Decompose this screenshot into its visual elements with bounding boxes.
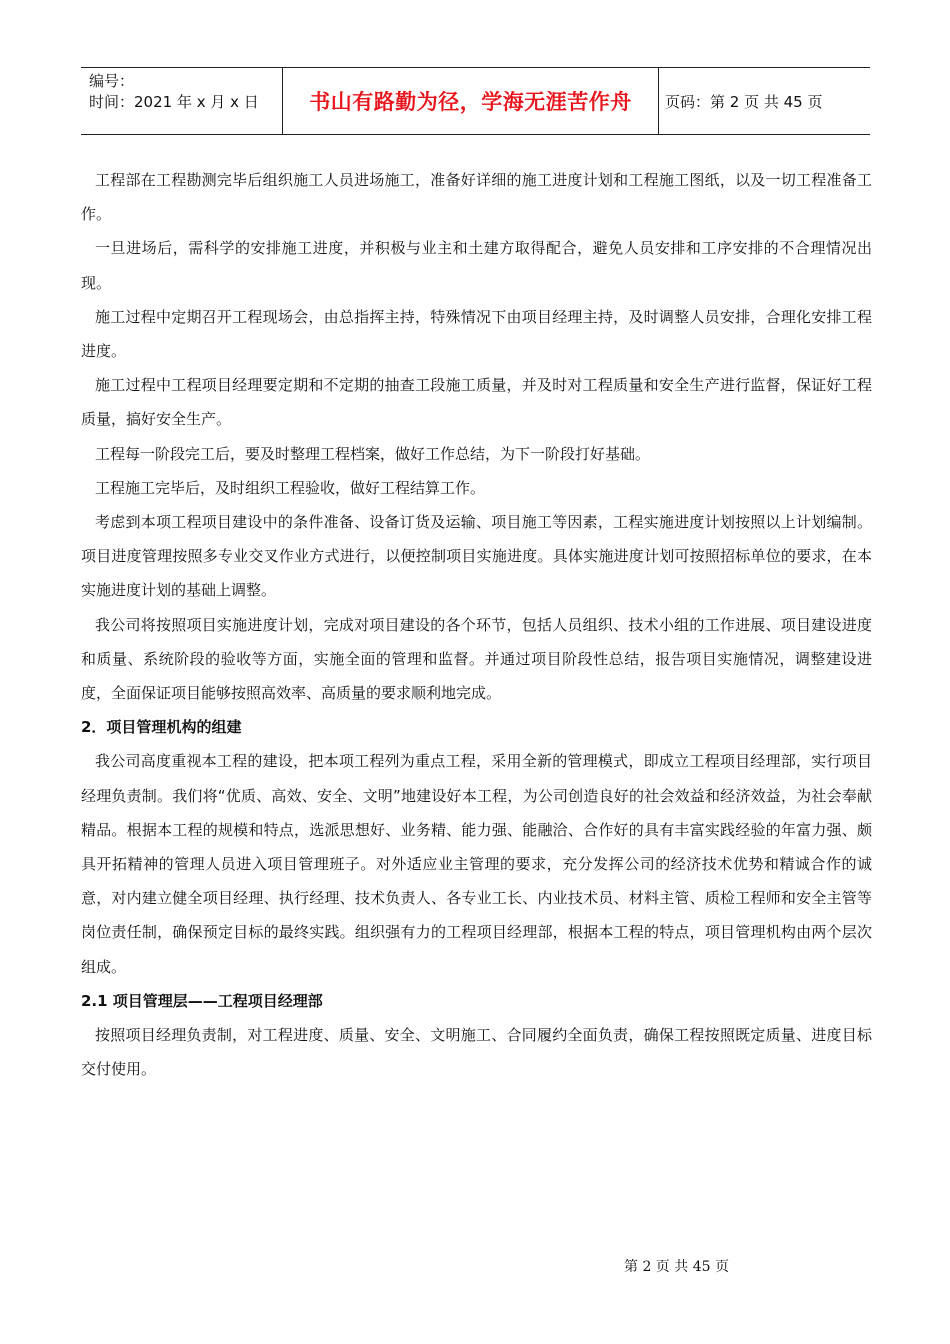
header-motto: 书山有路勤为径，学海无涯苦作舟 bbox=[283, 68, 659, 134]
page-footer: 第 2 页 共 45 页 bbox=[624, 1259, 729, 1275]
section-heading: 2．项目管理机构的组建 bbox=[81, 718, 242, 737]
paragraph: 工程每一阶段完工后，要及时整理工程档案，做好工作总结，为下一阶段打好基础。 bbox=[95, 444, 651, 463]
subsection-heading: 2.1 项目管理层——工程项目经理部 bbox=[81, 991, 323, 1010]
paragraph: 施工过程中工程项目经理要定期和不定期的抽查工段施工质量，并及时对工程质量和安全生产进行监督，保证好工程质量，搞好安全生产。 bbox=[81, 376, 872, 429]
document-header bbox=[81, 67, 870, 135]
paragraph: 工程施工完毕后，及时组织工程验收，做好工程结算工作。 bbox=[95, 478, 486, 497]
number-label: 编号： bbox=[89, 72, 135, 90]
header-meta bbox=[81, 68, 283, 134]
paragraph: 我公司将按照项目实施进度计划，完成对项目建设的各个环节，包括人员组织、技术小组的工作进展、项目建设进度和质量、系统阶段的验收等方面，实施全面的管理和监督。并通过项目阶段性总结，报告项目实施情况，调整建设进度，全面保证项目能够按照高效率、高质量的要求顺利地完成。 bbox=[81, 615, 872, 703]
paragraph: 我公司高度重视本工程的建设，把本项工程列为重点工程，采用全新的管理模式，即成立工程项目经理部，实行项目经理负责制。我们将“优质、高效、安全、文明”地建设好本工程，为公司创造良好的社会效益和经济效益，为社会奉献精品。根据本工程的规模和特点，选派思想好、业务精、能力强、能融洽、合作好的具有丰富实践经验的年富力强、颇具开拓精神的管理人员进入项目管理班子。对外适应业主管理的要求，充分发挥公司的经济技术优势和精诚合作的诚意，对内建立健全项目经理、执行经理、技术负责人、各专业工长、内业技术员、材料主管、质检工程师和安全主管等岗位责任制，确保预定目标的最终实践。组织强有力的工程项目经理部，根据本工程的特点，项目管理机构由两个层次组成。 bbox=[81, 752, 872, 976]
paragraph: 按照项目经理负责制，对工程进度、质量、安全、文明施工、合同履约全面负责，确保工程按照既定质量、进度目标交付使用。 bbox=[81, 1026, 872, 1079]
paragraph: 考虑到本项工程项目建设中的条件准备、设备订货及运输、项目施工等因素，工程实施进度计划按照以上计划编制。项目进度管理按照多专业交叉作业方式进行，以便控制项目实施进度。具体实施进度计划可按照招标单位的要求，在本实施进度计划的基础上调整。 bbox=[81, 513, 872, 600]
paragraph: 一旦进场后，需科学的安排施工进度，并积极与业主和土建方取得配合，避免人员安排和工序安排的不合理情况出现。 bbox=[81, 239, 872, 292]
document-body bbox=[81, 163, 872, 1086]
paragraph: 工程部在工程勘测完毕后组织施工人员进场施工，准备好详细的施工进度计划和工程施工图纸，以及一切工程准备工作。 bbox=[81, 171, 872, 224]
time-label: 时间：2021 年 x 月 x 日 bbox=[89, 93, 259, 111]
header-page-number: 页码：第 2 页 共 45 页 bbox=[665, 92, 823, 111]
paragraph: 施工过程中定期召开工程现场会，由总指挥主持，特殊情况下由项目经理主持，及时调整人员安排，合理化安排工程进度。 bbox=[81, 307, 872, 361]
